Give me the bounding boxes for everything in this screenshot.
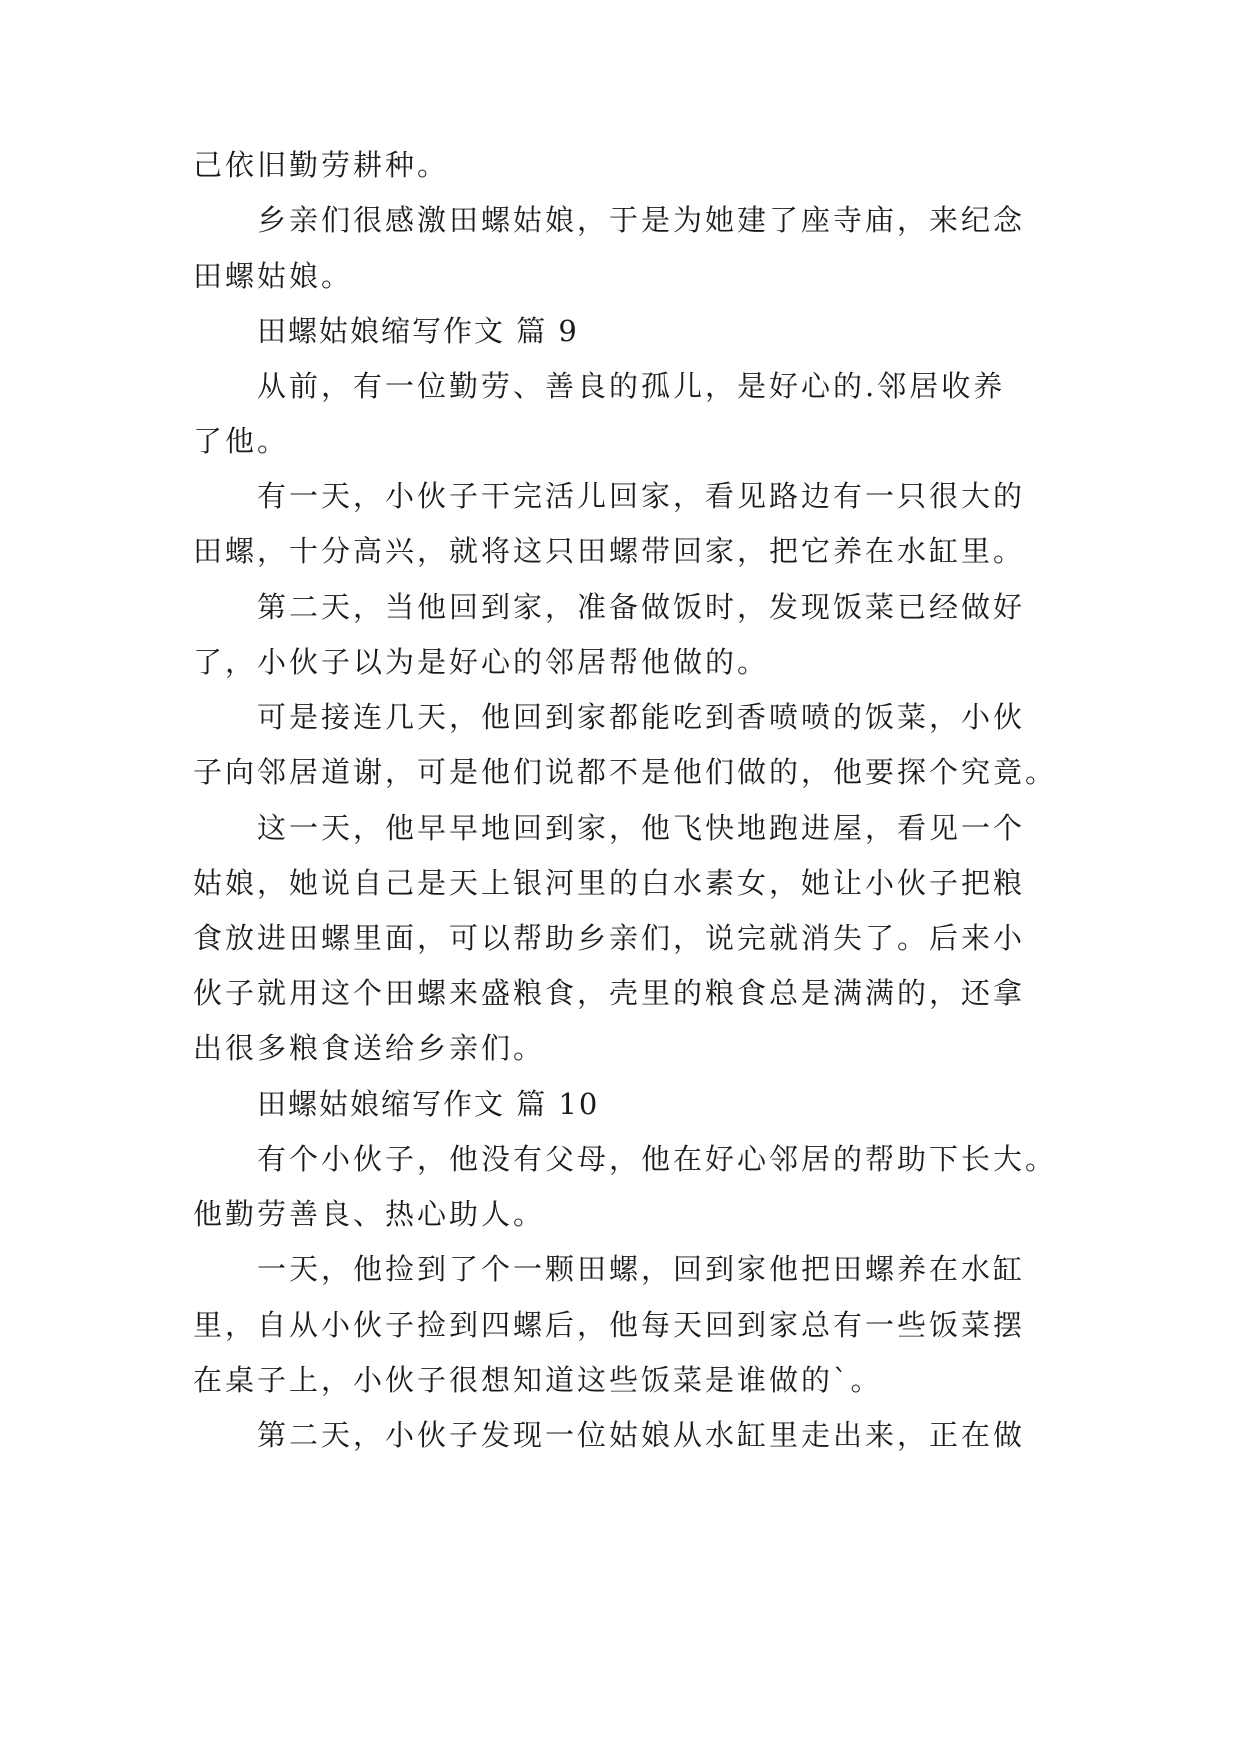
paragraph-start: 乡亲们很感激田螺姑娘，于是为她建了座寺庙，来纪念: [257, 203, 1026, 237]
text-line: 了他。: [193, 424, 290, 458]
text-line: 田螺，十分高兴，就将这只田螺带回家，把它养在水缸里。: [193, 534, 1026, 568]
paragraph-start: 有个小伙子，他没有父母，他在好心邻居的帮助下长大。: [257, 1142, 1058, 1176]
text-line: 食放进田螺里面，可以帮助乡亲们，说完就消失了。后来小: [193, 921, 1026, 955]
section-heading: 田螺姑娘缩写作文 篇 9: [257, 314, 579, 348]
paragraph-start: 从前，有一位勤劳、善良的孤儿，是好心的.邻居收养: [257, 369, 1006, 403]
text-line: 里，自从小伙子捡到四螺后，他每天回到家总有一些饭菜摆: [193, 1308, 1026, 1342]
text-line: 他勤劳善良、热心助人。: [193, 1197, 546, 1231]
text-line: 田螺姑娘。: [193, 259, 354, 293]
paragraph-start: 一天，他捡到了个一颗田螺，回到家他把田螺养在水缸: [257, 1252, 1026, 1286]
text-line: 子向邻居道谢，可是他们说都不是他们做的，他要探个究竟。: [193, 755, 1058, 789]
text-line: 伙子就用这个田螺来盛粮食，壳里的粮食总是满满的，还拿: [193, 976, 1026, 1010]
text-line: 己依旧勤劳耕种。: [193, 148, 450, 182]
text-line: 了，小伙子以为是好心的邻居帮他做的。: [193, 645, 770, 679]
text-line: 出很多粮食送给乡亲们。: [193, 1031, 546, 1065]
paragraph-start: 可是接连几天，他回到家都能吃到香喷喷的饭菜，小伙: [257, 700, 1026, 734]
paragraph-start: 第二天，小伙子发现一位姑娘从水缸里走出来，正在做: [257, 1418, 1026, 1452]
paragraph-start: 有一天，小伙子干完活儿回家，看见路边有一只很大的: [257, 479, 1026, 513]
text-line: 在桌子上，小伙子很想知道这些饭菜是谁做的`。: [193, 1363, 883, 1397]
paragraph-start: 这一天，他早早地回到家，他飞快地跑进屋，看见一个: [257, 811, 1026, 845]
section-heading: 田螺姑娘缩写作文 篇 10: [257, 1087, 600, 1121]
paragraph-start: 第二天，当他回到家，准备做饭时，发现饭菜已经做好: [257, 590, 1026, 624]
text-line: 姑娘，她说自己是天上银河里的白水素女，她让小伙子把粮: [193, 866, 1026, 900]
